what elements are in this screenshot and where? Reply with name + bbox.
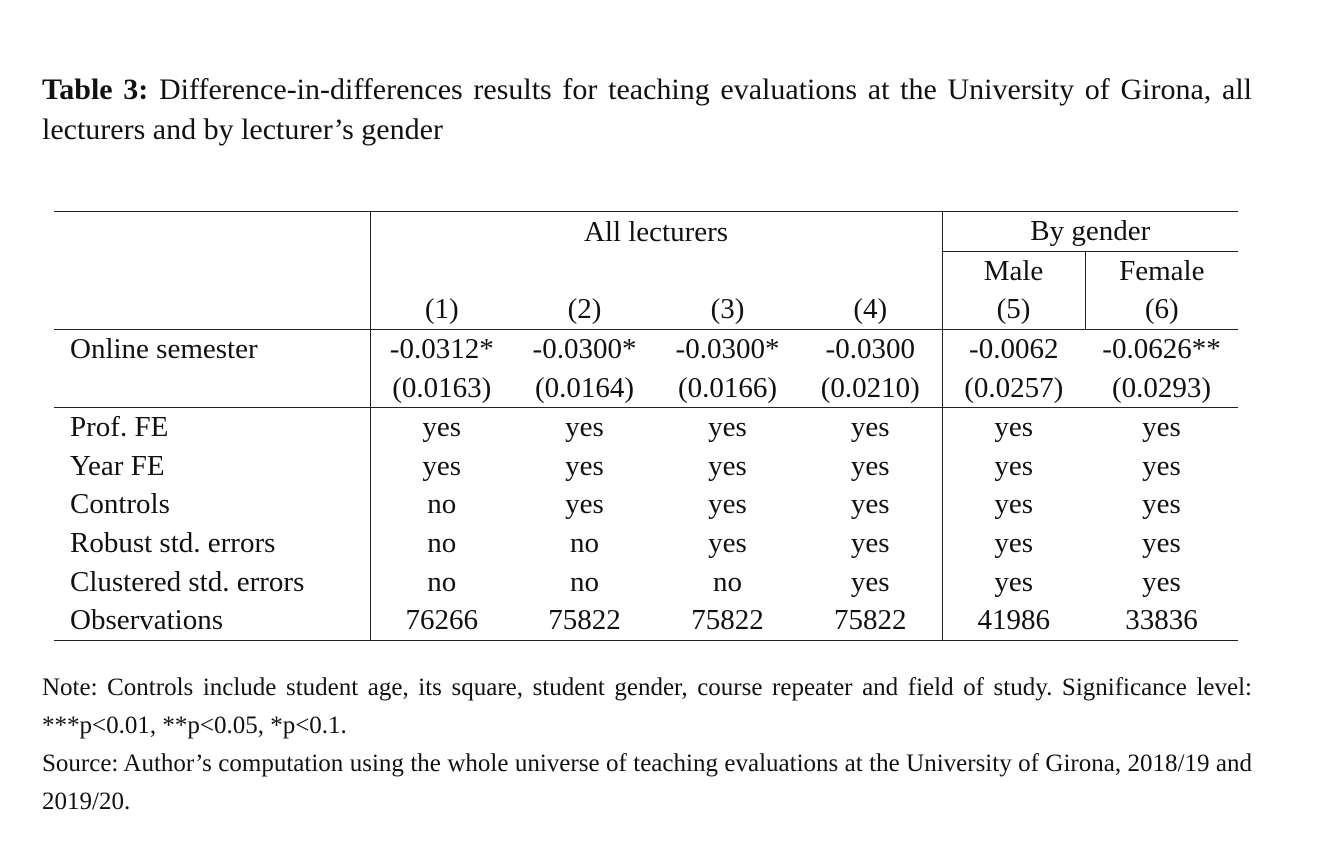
table-cell: yes [799,485,942,524]
table-cell: yes [994,488,1034,521]
source-text: Source: Author’s computation using the whole universe of teaching evaluations at the University of Girona, 2018/19 and 2019/20. [42,750,1252,815]
row-label: Observations [54,601,370,640]
table-row [54,562,1238,601]
col-num: (2) [567,293,602,326]
se-cell: (0.0166) [677,371,778,404]
table-cell: yes [656,407,799,446]
table-cell: yes [799,447,942,486]
col-num: (3) [710,293,745,326]
table-cell: no [570,565,599,598]
row-label: Online semester [54,329,370,368]
table-cell: yes [994,565,1034,598]
table-cell: yes [799,562,942,601]
table-cell: yes [799,407,942,446]
se-cell: (0.0163) [392,371,492,404]
note-text: Note: Controls include student age, its square, student gender, course repeater and field of study. Significance level: ***p<0.01, **p<0.05, *p<0.1. [42,674,1252,739]
table-cell: yes [1142,565,1181,598]
table-notes [42,669,1252,821]
table-cell: yes [994,527,1034,560]
table-cell: no [570,527,599,560]
table-row [54,407,1238,446]
table-cell: 33836 [1085,601,1238,640]
coef-row [54,329,1238,368]
col-num: (1) [424,293,459,326]
gender-subheader-row [54,251,1238,290]
table-cell: no [427,527,457,560]
table-cell: yes [942,407,1085,446]
col-num: (4) [799,290,942,329]
table-cell: yes [565,449,604,482]
table-cell: no [427,565,457,598]
se-cell: (0.0293) [1111,371,1212,404]
header-all-lecturers: All lecturers [370,212,942,252]
caption-text: Difference-in-differences results for teaching evaluations at the University of Girona, all lecturers and by lecturer’s gender [42,73,1252,146]
table-cell: yes [565,488,604,521]
table-cell: yes [1085,407,1238,446]
coef-cell: -0.0300* [656,329,799,368]
se-cell: (0.0210) [799,368,942,407]
table-row [54,524,1238,563]
row-label: Prof. FE [54,407,370,446]
table-row [54,485,1238,524]
coef-cell: -0.0312* [370,329,513,368]
table-row [54,601,1238,640]
column-number-row [54,290,1238,329]
row-label: Clustered std. errors [54,562,370,601]
table-caption [42,70,1252,150]
se-cell: (0.0164) [534,371,635,404]
table-cell: 75822 [656,601,799,640]
row-label: Year FE [54,447,370,486]
table-cell: no [427,488,457,521]
table-cell: yes [1142,488,1181,521]
table-cell: yes [1142,527,1181,560]
caption-label: Table 3: [42,73,149,106]
table-cell: yes [370,407,513,446]
se-cell: (0.0257) [964,371,1064,404]
row-label: Controls [54,485,370,524]
table-cell: yes [708,449,747,482]
table-cell: 75822 [513,601,656,640]
row-label: Robust std. errors [54,524,370,563]
header-male: Male [942,251,1085,290]
coef-cell: -0.0626** [1085,329,1238,368]
table-cell: yes [1142,449,1181,482]
coef-cell: -0.0062 [942,329,1085,368]
table-cell: yes [708,527,747,560]
group-header-row [54,212,1238,252]
empty-header-cell [54,212,370,252]
col-num: (5) [942,290,1085,329]
table-cell: yes [708,488,747,521]
table-row [54,447,1238,486]
col-num: (6) [1144,293,1179,326]
coef-cell: -0.0300* [513,329,656,368]
se-row [54,368,1238,407]
coef-cell: -0.0300 [799,329,942,368]
table-cell: yes [422,449,462,482]
header-by-gender: By gender [942,212,1238,252]
results-table [54,211,1238,641]
table-cell: yes [513,407,656,446]
table-cell: 75822 [799,601,942,640]
table-cell: no [713,565,742,598]
table-cell: 76266 [370,601,513,640]
header-female: Female [1119,254,1205,287]
table-cell: yes [799,524,942,563]
table-cell: yes [994,449,1034,482]
table-cell: 41986 [942,601,1085,640]
